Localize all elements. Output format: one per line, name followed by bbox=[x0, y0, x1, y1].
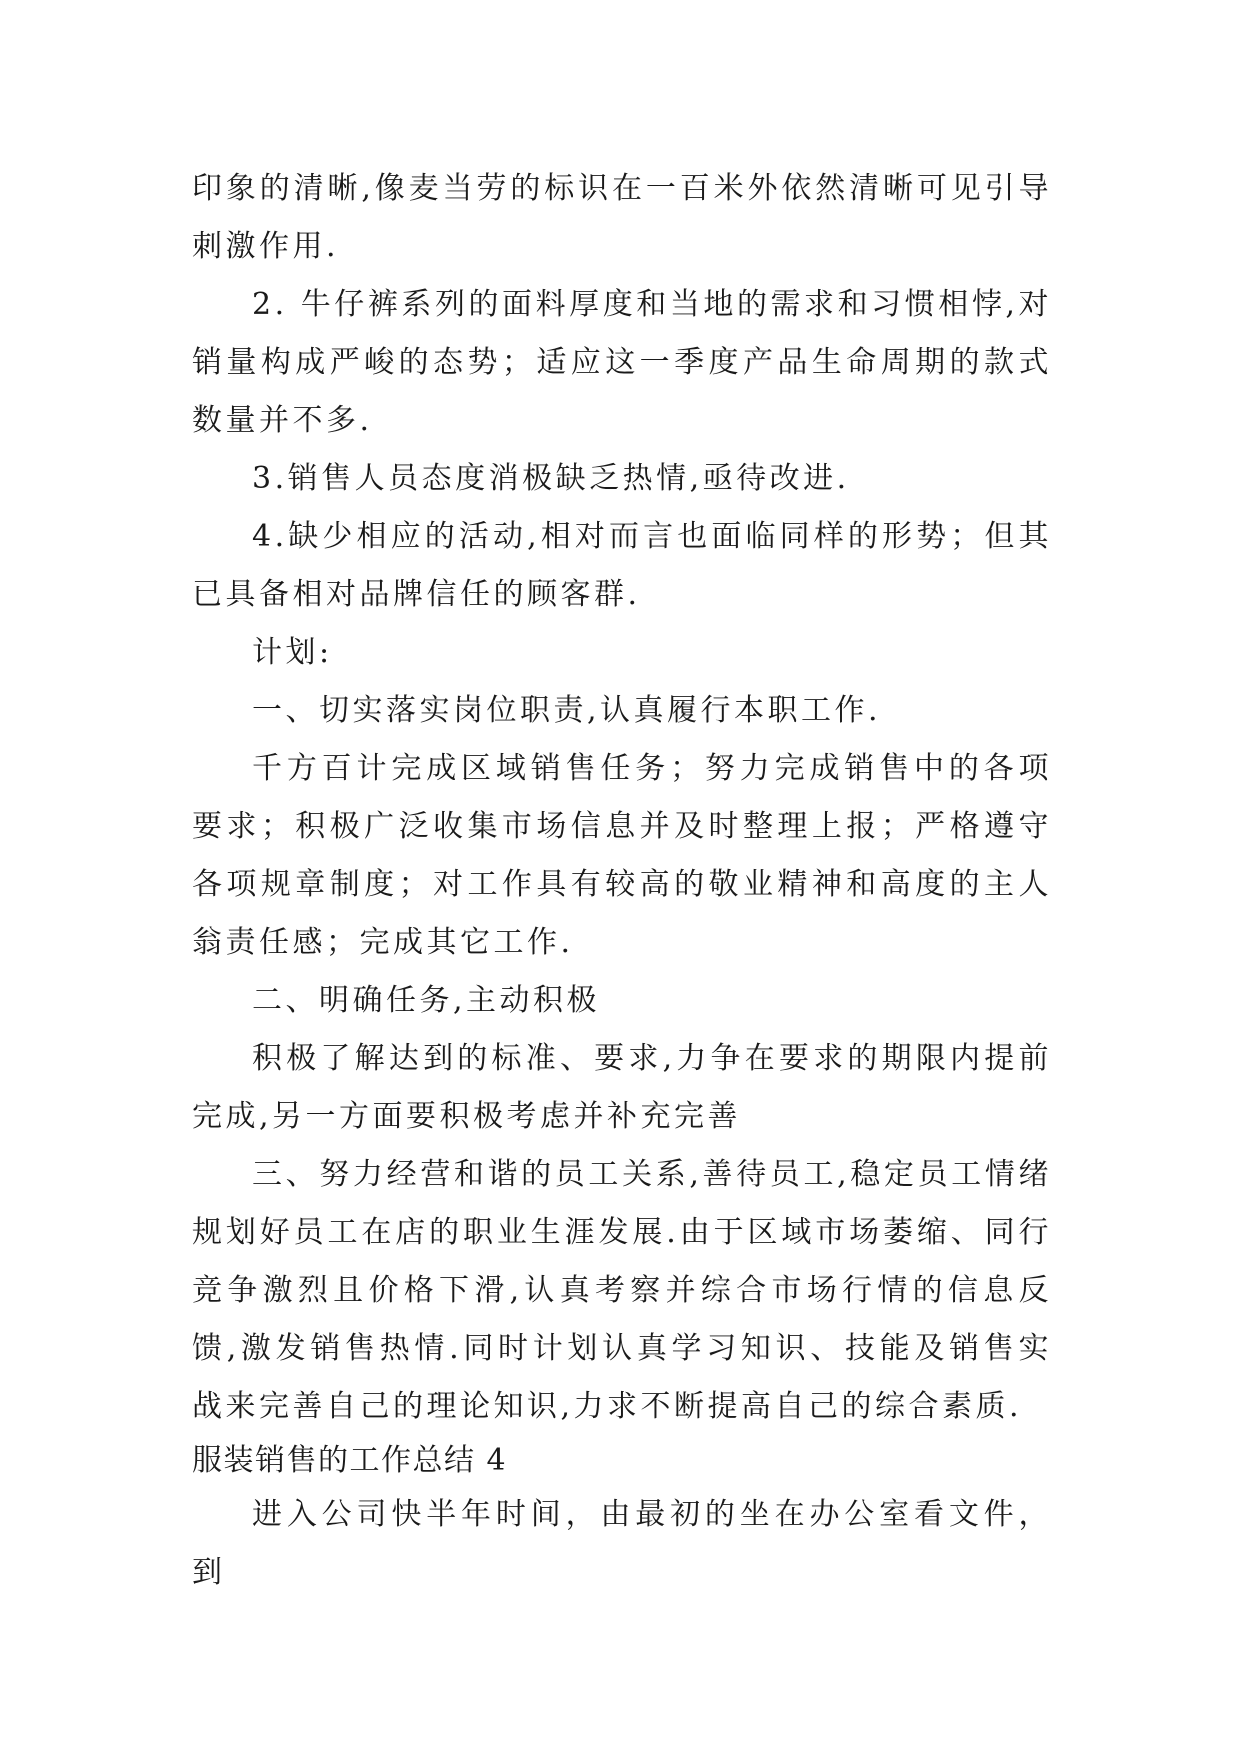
paragraph: 积极了解达到的标准、要求,力争在要求的期限内提前完成,另一方面要积极考虑并补充完善 bbox=[192, 1041, 1052, 1134]
paragraph: 2. 牛仔裤系列的面料厚度和当地的需求和习惯相悖,对销量构成严峻的态势；适应这一季度产品生命周期的款式数量并不多. bbox=[192, 287, 1052, 438]
paragraph: 三、努力经营和谐的员工关系,善待员工,稳定员工情绪规划好员工在店的职业生涯发展.由于区域市场萎缩、同行竞争激烈且价格下滑,认真考察并综合市场行情的信息反馈,激发销售热情.同时计划认真学习知识、技能及销售实战来完善自己的理论知识,力求不断提高自己的综合素质. bbox=[192, 1157, 1052, 1424]
paragraph: 进入公司快半年时间，由最初的坐在办公室看文件，到 bbox=[192, 1497, 1052, 1590]
paragraph: 千方百计完成区域销售任务；努力完成销售中的各项要求；积极广泛收集市场信息并及时整理上报；严格遵守各项规章制度；对工作具有较高的敬业精神和高度的主人翁责任感；完成其它工作. bbox=[192, 751, 1052, 960]
paragraph: 二、明确任务,主动积极 bbox=[252, 983, 601, 1018]
paragraph: 一、切实落实岗位职责,认真履行本职工作. bbox=[252, 693, 882, 728]
paragraph: 3.销售人员态度消极缺乏热情,亟待改进. bbox=[252, 461, 850, 496]
document-body bbox=[192, 160, 1052, 1602]
section-title: 服装销售的工作总结 4 bbox=[192, 1443, 508, 1478]
paragraph: 计划: bbox=[252, 635, 333, 670]
paragraph: 印象的清晰,像麦当劳的标识在一百米外依然清晰可见引导刺激作用. bbox=[192, 171, 1052, 264]
paragraph: 4.缺少相应的活动,相对而言也面临同样的形势；但其已具备相对品牌信任的顾客群. bbox=[192, 519, 1052, 612]
